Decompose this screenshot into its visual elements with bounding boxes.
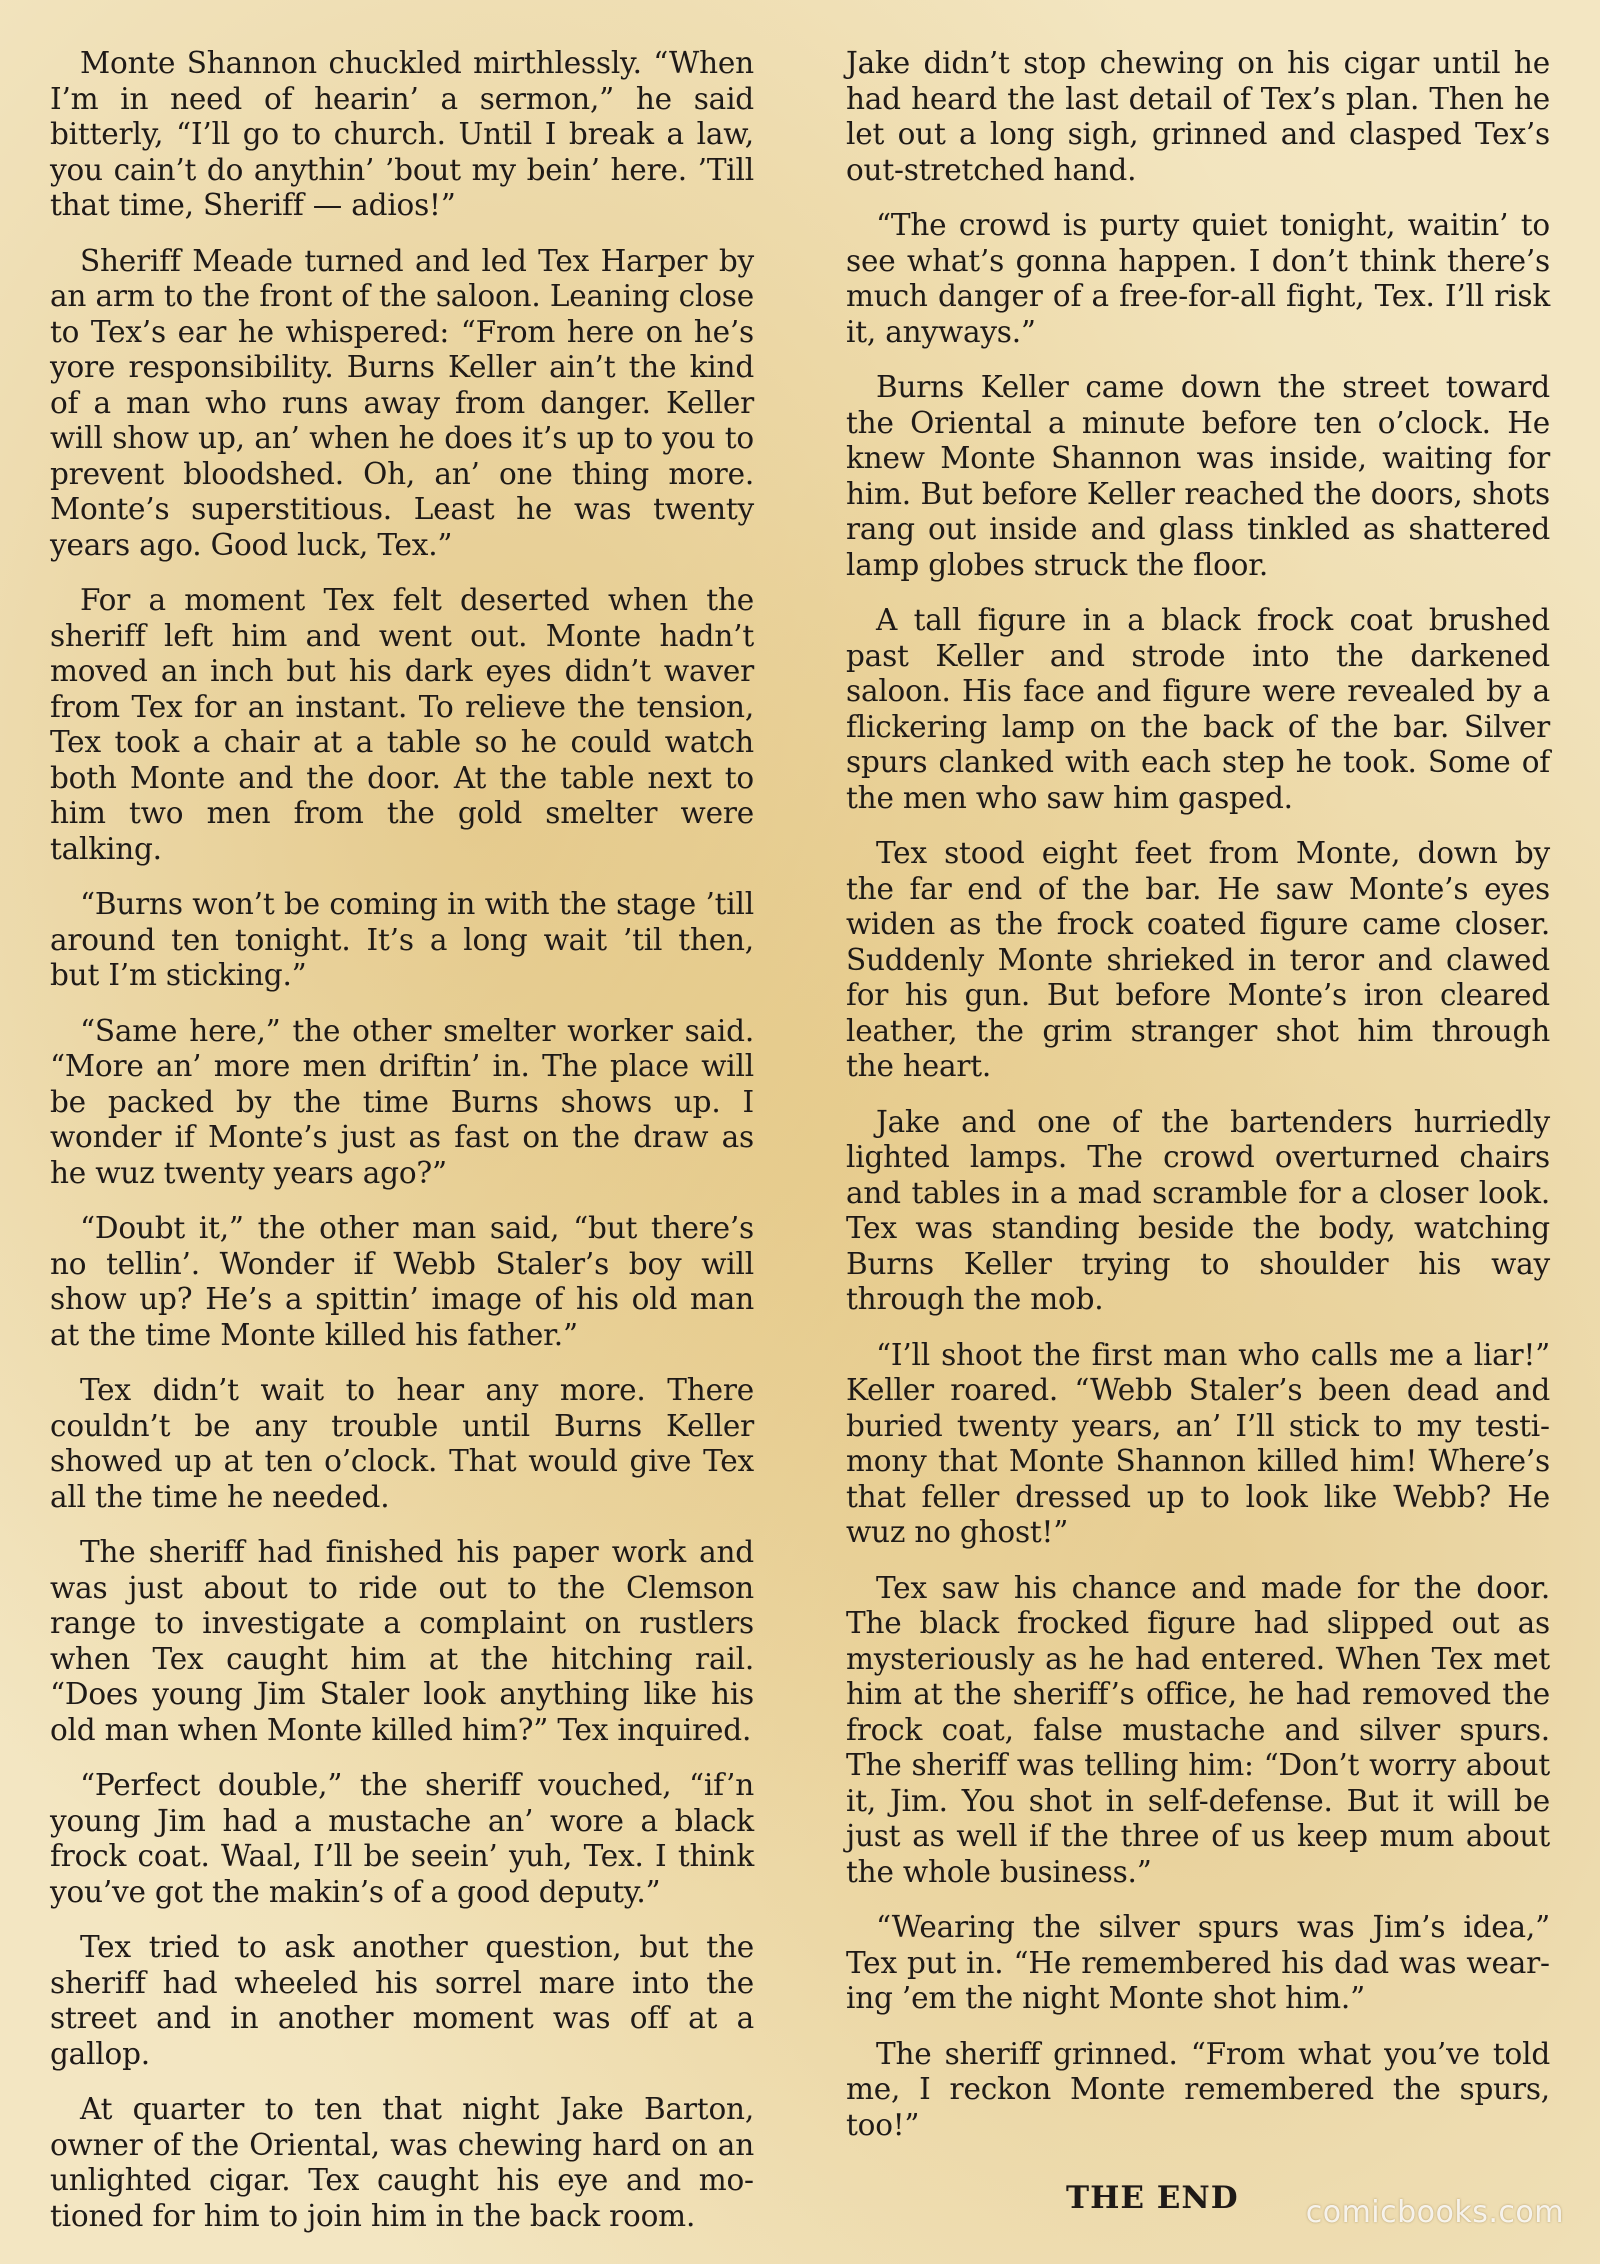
paragraph: Jake and one of the bartenders hurriedly lighted lamps. The crowd overturned chairs and tables in a mad scramble for a closer look. Tex was standing beside the body, watching Burns Keller trying to shoulder his way through the mob. [846, 1104, 1550, 1316]
paragraph: “The crowd is purty quiet tonight, waitin’ to see what’s gonna happen. I don’t think there’s much danger of a free-for-all fight, Tex. I’ll risk it, anyways.” [846, 208, 1550, 349]
right-column [846, 46, 1550, 2163]
left-column [50, 46, 754, 2254]
watermark: comicbooks.com [1305, 2195, 1564, 2230]
paragraph: “Burns won’t be coming in with the stage ’till around ten tonight. It’s a long wait ’til then, but I’m sticking.” [50, 887, 754, 992]
paragraph: Tex saw his chance and made for the door. The black frocked figure had slipped out as mysteriously as he had entered. When Tex met him at the sheriff’s office, he had removed the frock coat, false mustache and silver spurs. The sheriff was telling him: “Don’t worry about it, Jim. You shot in self-defense. But it will be just as well if the three of us keep mum about the whole business.” [846, 1570, 1550, 1889]
paragraph: “Perfect double,” the sheriff vouched, “if’n young Jim had a mustache an’ wore a black frock coat. Waal, I’ll be seein’ yuh, Tex. I think you’ve got the makin’s of a good deputy.” [50, 1768, 754, 1909]
paragraph: Sheriff Meade turned and led Tex Harper by an arm to the front of the saloon. Leaning close to Tex’s ear he whispered: “From here on he’s yore responsibility. Burns Keller ain’t the kind of a man who runs away from danger. Keller will show up, an’ when he does it’s up to you to prevent bloodshed. Oh, an’ one thing more. Monte’s superstitious. Least he was twenty years ago. Good luck, Tex.” [50, 243, 754, 562]
paragraph: “I’ll shoot the first man who calls me a liar!” Keller roared. “Webb Staler’s been dead and buried twenty years, an’ I’ll stick to my testimony that Monte Shannon killed him! Where’s that feller dressed up to look like Webb? He wuz no ghost!” [846, 1337, 1550, 1549]
paragraph: The sheriff grinned. “From what you’ve told me, I reckon Monte remembered the spurs, too!” [846, 2036, 1550, 2142]
the-end-label: THE END [1066, 2180, 1239, 2216]
paragraph-continued: Jake didn’t stop chewing on his cigar until he had heard the last detail of Tex’s plan. Then he let out a long sigh, grinned and clasped Tex’s out-stretched hand. [846, 46, 1550, 187]
paragraph: For a moment Tex felt deserted when the sheriff left him and went out. Monte hadn’t moved an inch but his dark eyes didn’t waver from Tex for an instant. To relieve the tension, Tex took a chair at a table so he could watch both Monte and the door. At the table next to him two men from the gold smelter were talking. [50, 583, 754, 866]
paragraph: At quarter to ten that night Jake Barton, owner of the Oriental, was chewing hard on an unlighted cigar. Tex caught his eye and motioned for him to join him in the back room. [50, 2092, 754, 2233]
paragraph: “Wearing the silver spurs was Jim’s idea,” Tex put in. “He remembered his dad was wearing ’em the night Monte shot him.” [846, 1910, 1550, 2015]
paragraph: Burns Keller came down the street toward the Oriental a minute before ten o’clock. He knew Monte Shannon was inside, waiting for him. But before Keller reached the doors, shots rang out inside and glass tinkled as shattered lamp globes struck the floor. [846, 370, 1550, 582]
paragraph: “Same here,” the other smelter worker said. “More an’ more men driftin’ in. The place will be packed by the time Burns shows up. I wonder if Monte’s just as fast on the draw as he wuz twenty years ago?” [50, 1013, 754, 1190]
paragraph: “Doubt it,” the other man said, “but there’s no tellin’. Wonder if Webb Staler’s boy will show up? He’s a spittin’ image of his old man at the time Monte killed his father.” [50, 1211, 754, 1352]
paragraph: A tall figure in a black frock coat brushed past Keller and strode into the darkened saloon. His face and figure were revealed by a flickering lamp on the back of the bar. Silver spurs clanked with each step he took. Some of the men who saw him gasped. [846, 603, 1550, 815]
paragraph: Monte Shannon chuckled mirthlessly. “When I’m in need of hearin’ a sermon,” he said bitterly, “I’ll go to church. Until I break a law, you cain’t do anythin’ ’bout my bein’ here. ’Till that time, Sheriff — adios!” [50, 46, 754, 222]
paragraph: The sheriff had finished his paper work and was just about to ride out to the Clemson range to investigate a complaint on rustlers when Tex caught him at the hitching rail. “Does young Jim Staler look anything like his old man when Monte killed him?” Tex inquired. [50, 1535, 754, 1747]
paragraph: Tex didn’t wait to hear any more. There couldn’t be any trouble until Burns Keller showed up at ten o’clock. That would give Tex all the time he needed. [50, 1373, 754, 1514]
paragraph: Tex tried to ask another question, but the sheriff had wheeled his sorrel mare into the street and in another moment was off at a gallop. [50, 1930, 754, 2071]
paragraph: Tex stood eight feet from Monte, down by the far end of the bar. He saw Monte’s eyes widen as the frock coated figure came closer. Suddenly Monte shrieked in teror and clawed for his gun. But before Monte’s iron cleared leather, the grim stranger shot him through the heart. [846, 836, 1550, 1083]
